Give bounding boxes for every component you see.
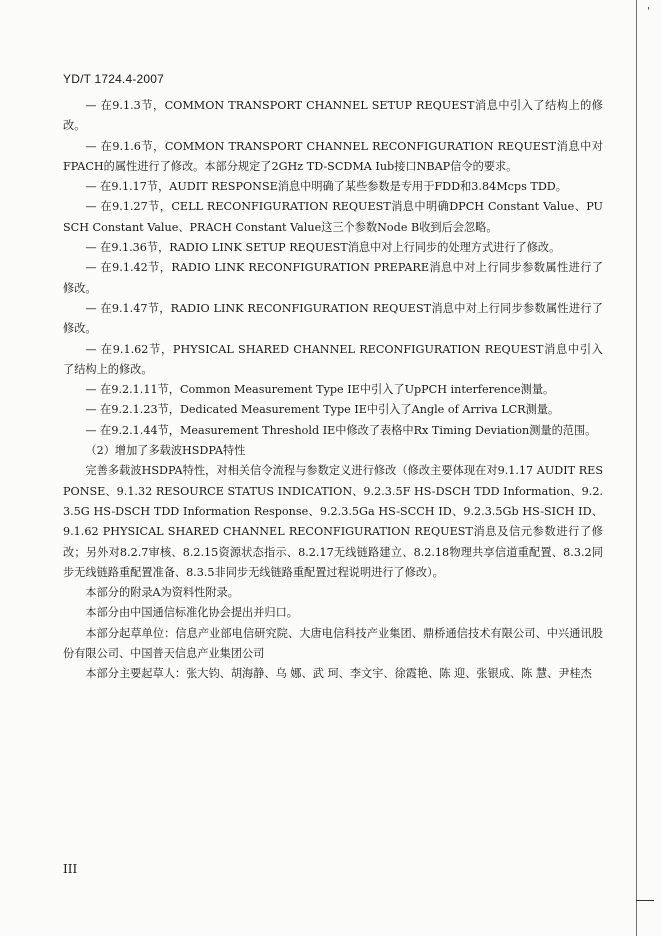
paragraph-drafting-units: 本部分起草单位：信息产业部电信研究院、大唐电信科技产业集团、鼎桥通信技术有限公司、中兴通讯股份有限公司、中国普天信息产业集团公司 xyxy=(63,626,603,661)
paragraph-9-1-27: — 在9.1.27节，CELL RECONFIGURATION REQUEST消息中明确DPCH Constant Value、PUSCH Constant Value、PRACH Constant Value这三个参数Node B收到后会忽略。 xyxy=(63,200,603,234)
paragraph-multicarrier-hsdpa: 完善多载波HSDPA特性，对相关信令流程与参数定义进行修改（修改主要体现在对9.1.17 AUDIT RESPONSE、9.1.32 RESOURCE STATUS INDICATION、9.2.3.5F HS-DSCH TDD Information、9.2.3.5G HS-DSCH TDD Information Response、9.2.3.5Ga HS-SCCH ID、9.2.3.5Gb HS-SICH ID、9.1.62 PHYSICAL SHARED CHANNEL RECONFIGURATION REQUEST消息及信元参数进行了修改；另外对8.2.7审核、8.2.15资源状态指示、8.2.17无线链路建立、8.2.18物理共享信道重配置、8.3.2同步无线链路重配置准备、8.3.5非同步无线链路重配置过程说明进行了修改）。 xyxy=(63,464,603,579)
scan-page-edge xyxy=(636,0,640,936)
standard-number-header: YD/T 1724.4-2007 xyxy=(63,72,165,86)
paragraph-9-1-17: — 在9.1.17节，AUDIT RESPONSE消息中明确了某些参数是专用于FDD和3.84Mcps TDD。 xyxy=(85,180,567,194)
paragraph-9-1-42: — 在9.1.42节，RADIO LINK RECONFIGURATION PREPARE消息中对上行同步参数属性进行了修改。 xyxy=(63,261,603,295)
scan-corner-mark: ' xyxy=(647,6,650,17)
paragraph-9-2-1-23: — 在9.2.1.23节，Dedicated Measurement Type IE中引入了Angle of Arriva LCR测量。 xyxy=(85,403,560,417)
paragraph-9-2-1-44: — 在9.2.1.44节，Measurement Threshold IE中修改了表格中Rx Timing Deviation测量的范围。 xyxy=(85,423,597,437)
scan-page-edge-bottom xyxy=(636,900,654,901)
paragraph-annex-a: 本部分的附录A为资料性附录。 xyxy=(85,586,239,600)
paragraph-9-1-36: — 在9.1.36节，RADIO LINK SETUP REQUEST消息中对上行同步的处理方式进行了修改。 xyxy=(85,241,561,255)
paragraph-proposer: 本部分由中国通信标准化协会提出并归口。 xyxy=(85,606,298,620)
paragraph-9-1-3: — 在9.1.3节，COMMON TRANSPORT CHANNEL SETUP REQUEST消息中引入了结构上的修改。 xyxy=(63,99,603,133)
section-heading-multicarrier-hsdpa: （2）增加了多载波HSDPA特性 xyxy=(85,444,246,458)
paragraph-9-2-1-11: — 在9.2.1.11节，Common Measurement Type IE中引入了UpPCH interference测量。 xyxy=(85,383,555,397)
paragraph-9-1-62: — 在9.1.62节，PHYSICAL SHARED CHANNEL RECONFIGURATION REQUEST消息中引入了结构上的修改。 xyxy=(63,342,603,376)
paragraph-drafters: 本部分主要起草人：张大钧、胡海静、乌 娜、武 珂、李文宇、徐霞艳、陈 迎、张银成、陈 慧、尹桂杰 xyxy=(85,667,592,681)
page-number: III xyxy=(63,862,78,876)
paragraph-9-1-6: — 在9.1.6节，COMMON TRANSPORT CHANNEL RECONFIGURATION REQUEST消息中对FPACH的属性进行了修改。本部分规定了2GHz TD-SCDMA Iub接口NBAP信令的要求。 xyxy=(63,139,603,173)
document-body xyxy=(63,96,603,685)
paragraph-9-1-47: — 在9.1.47节，RADIO LINK RECONFIGURATION REQUEST消息中对上行同步参数属性进行了修改。 xyxy=(63,301,603,336)
